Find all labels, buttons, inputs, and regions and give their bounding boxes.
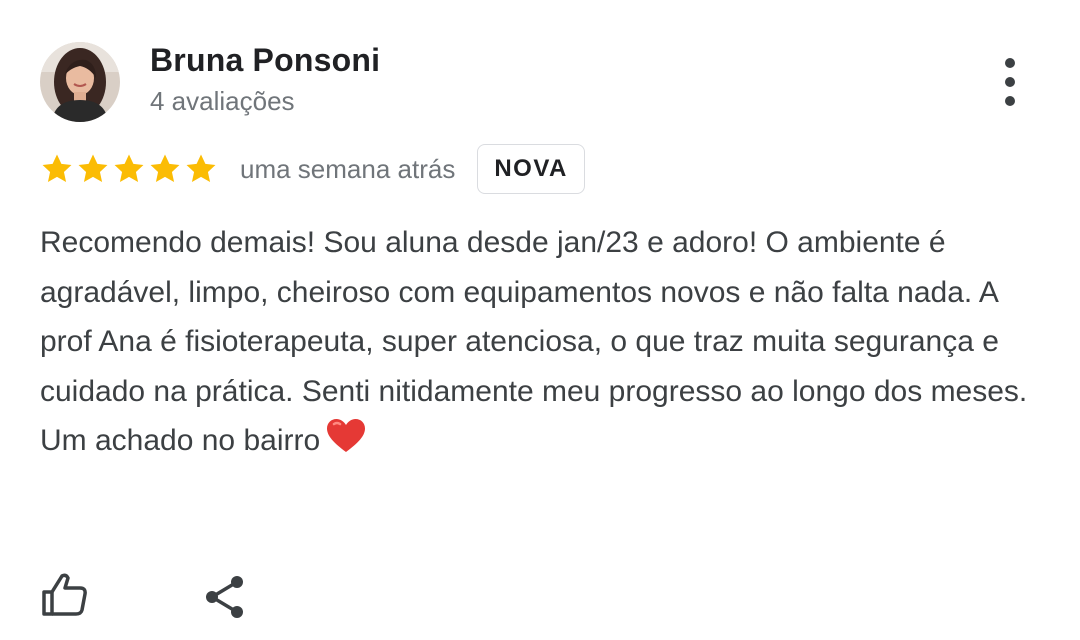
new-badge: NOVA <box>477 144 585 194</box>
star-icon <box>40 152 74 186</box>
review-text <box>40 218 1050 470</box>
star-icon <box>112 152 146 186</box>
star-icon <box>148 152 182 186</box>
star-rating <box>40 152 218 186</box>
more-vert-icon-dot <box>1005 77 1015 87</box>
review-body: Recomendo demais! Sou aluna desde jan/23 e adoro! O ambiente é agradável, limpo, cheiroso com equipamentos novos e não falta nada. A prof Ana é fisioterapeuta, super atenciosa, o que traz muita segurança e cuidado na prática. Senti nitidamente meu progresso ao longo dos meses. Um achado no bairro <box>40 226 1028 457</box>
review-count: 4 avaliações <box>150 86 295 116</box>
avatar[interactable] <box>40 42 120 122</box>
like-button[interactable] <box>40 572 90 623</box>
review-time: uma semana atrás <box>240 153 456 184</box>
reviewer-name[interactable]: Bruna Ponsoni <box>150 42 381 78</box>
star-icon <box>76 152 110 186</box>
heart-icon <box>326 418 366 470</box>
more-vert-icon <box>1005 58 1015 68</box>
thumbs-up-icon <box>40 572 90 618</box>
star-icon <box>184 152 218 186</box>
more-options-button[interactable] <box>990 58 1030 106</box>
share-icon <box>202 574 248 620</box>
share-button[interactable] <box>202 574 248 625</box>
rating-row <box>40 142 585 196</box>
more-vert-icon-dot <box>1005 96 1015 106</box>
